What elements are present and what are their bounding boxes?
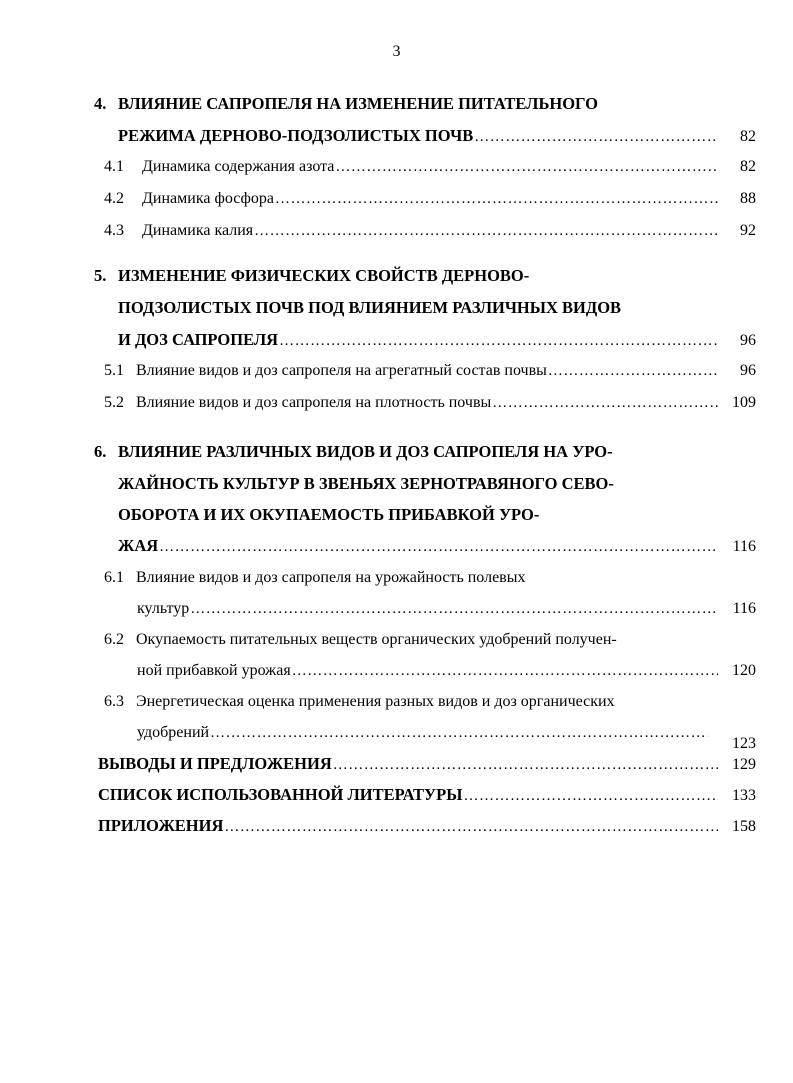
toc-chapter-4-line2 — [118, 124, 756, 148]
chapter-number: 4. — [94, 94, 107, 113]
section-title: Динамика фосфора — [142, 190, 274, 207]
entry-title: ПРИЛОЖЕНИЯ — [98, 816, 224, 835]
section-title: Динамика содержания азота — [142, 158, 335, 175]
section-title: Окупаемость питательных веществ органических удобрений получен- — [136, 631, 617, 648]
entry-title: СПИСОК ИСПОЛЬЗОВАННОЙ ЛИТЕРАТУРЫ — [98, 785, 463, 804]
section-number: 4.2 — [104, 190, 124, 207]
toc-section-4-3 — [104, 219, 756, 243]
leader-dots — [254, 219, 718, 243]
toc-section-6-3-line2 — [137, 721, 712, 745]
toc-chapter-6-line1 — [94, 440, 613, 464]
page-ref: 82 — [740, 158, 756, 175]
toc-section-6-1-line2 — [137, 597, 756, 621]
page-ref: 129 — [732, 756, 756, 773]
section-title: удобрений — [137, 724, 210, 741]
toc-chapter-6-line3 — [118, 503, 539, 527]
leader-dots — [548, 359, 718, 383]
section-number: 6.3 — [104, 693, 124, 710]
section-title: Динамика калия — [142, 222, 254, 239]
toc-chapter-6-line2 — [118, 472, 614, 496]
chapter-title: РЕЖИМА ДЕРНОВО-ПОДЗОЛИСТЫХ ПОЧВ — [118, 126, 474, 145]
leader-dots — [292, 659, 718, 683]
page-ref: 133 — [732, 787, 756, 804]
section-number: 6.2 — [104, 631, 124, 648]
toc-section-6-2-line1 — [104, 628, 617, 652]
leader-dots — [190, 597, 718, 621]
section-title: Влияние видов и доз сапропеля на плотность почвы — [136, 394, 492, 411]
section-title: Влияние видов и доз сапропеля на агрегатный состав почвы — [136, 362, 547, 379]
page-ref: 88 — [740, 190, 756, 207]
chapter-title: ПОДЗОЛИСТЫХ ПОЧВ ПОД ВЛИЯНИЕМ РАЗЛИЧНЫХ ВИДОВ — [118, 298, 622, 317]
section-title: ной прибавкой урожая — [137, 662, 291, 679]
toc-section-6-3-line1 — [104, 690, 615, 714]
toc-section-5-1 — [104, 359, 756, 383]
toc-chapter-5-line2 — [118, 296, 621, 320]
toc-chapter-5-line3 — [118, 328, 756, 352]
section-number: 5.2 — [104, 394, 124, 411]
leader-dots — [224, 815, 718, 839]
leader-dots — [159, 535, 718, 559]
leader-dots — [335, 155, 718, 179]
section-number: 6.1 — [104, 569, 124, 586]
leader-dots — [492, 391, 718, 415]
page-ref: 116 — [732, 538, 756, 555]
section-number: 4.3 — [104, 222, 124, 239]
chapter-title: ЖАЯ — [118, 536, 159, 555]
toc-chapter-5-line1 — [94, 264, 529, 288]
leader-dots — [333, 753, 718, 777]
leader-dots — [463, 784, 718, 808]
leader-dots — [275, 187, 718, 211]
page-ref: 92 — [740, 222, 756, 239]
toc-section-4-1 — [104, 155, 756, 179]
page-ref: 96 — [740, 362, 756, 379]
chapter-number: 6. — [94, 442, 107, 461]
page-ref: 96 — [740, 332, 756, 349]
chapter-title: ИЗМЕНЕНИЕ ФИЗИЧЕСКИХ СВОЙСТВ ДЕРНОВО- — [118, 266, 530, 285]
chapter-title: И ДОЗ САПРОПЕЛЯ — [118, 330, 279, 349]
toc-section-6-1-line1 — [104, 566, 525, 590]
chapter-title: ОБОРОТА И ИХ ОКУПАЕМОСТЬ ПРИБАВКОЙ УРО- — [118, 505, 540, 524]
section-title: культур — [137, 600, 190, 617]
chapter-title: ВЛИЯНИЕ РАЗЛИЧНЫХ ВИДОВ И ДОЗ САПРОПЕЛЯ НА УРО- — [118, 442, 613, 461]
toc-conclusions — [98, 752, 756, 776]
page-ref: 120 — [732, 662, 756, 679]
toc-section-5-2 — [104, 391, 756, 415]
toc-appendices — [98, 814, 756, 838]
page-ref: 82 — [740, 128, 756, 145]
leader-dots — [279, 329, 718, 353]
toc-references — [98, 783, 756, 807]
entry-title: ВЫВОДЫ И ПРЕДЛОЖЕНИЯ — [98, 754, 332, 773]
section-title: Энергетическая оценка применения разных видов и доз органических — [136, 693, 615, 710]
chapter-number: 5. — [94, 266, 107, 285]
page-ref: 158 — [732, 818, 756, 835]
chapter-title: ВЛИЯНИЕ САПРОПЕЛЯ НА ИЗМЕНЕНИЕ ПИТАТЕЛЬНОГО — [118, 94, 598, 113]
toc-section-4-2 — [104, 187, 756, 211]
page-ref: 116 — [732, 600, 756, 617]
section-title: Влияние видов и доз сапропеля на урожайность полевых — [136, 569, 526, 586]
toc-chapter-4-line1 — [94, 92, 598, 116]
leader-dots — [474, 125, 718, 149]
toc-section-6-2-line2 — [137, 659, 756, 683]
page-ref: 123 — [732, 735, 756, 752]
section-number: 4.1 — [104, 158, 124, 175]
chapter-title: ЖАЙНОСТЬ КУЛЬТУР В ЗВЕНЬЯХ ЗЕРНОТРАВЯНОГО СЕВО- — [118, 474, 614, 493]
toc-chapter-6-line4 — [118, 534, 756, 558]
page-number: 3 — [392, 43, 401, 60]
leader-dots — [210, 721, 708, 745]
section-number: 5.1 — [104, 362, 124, 379]
page-ref: 109 — [732, 394, 756, 411]
